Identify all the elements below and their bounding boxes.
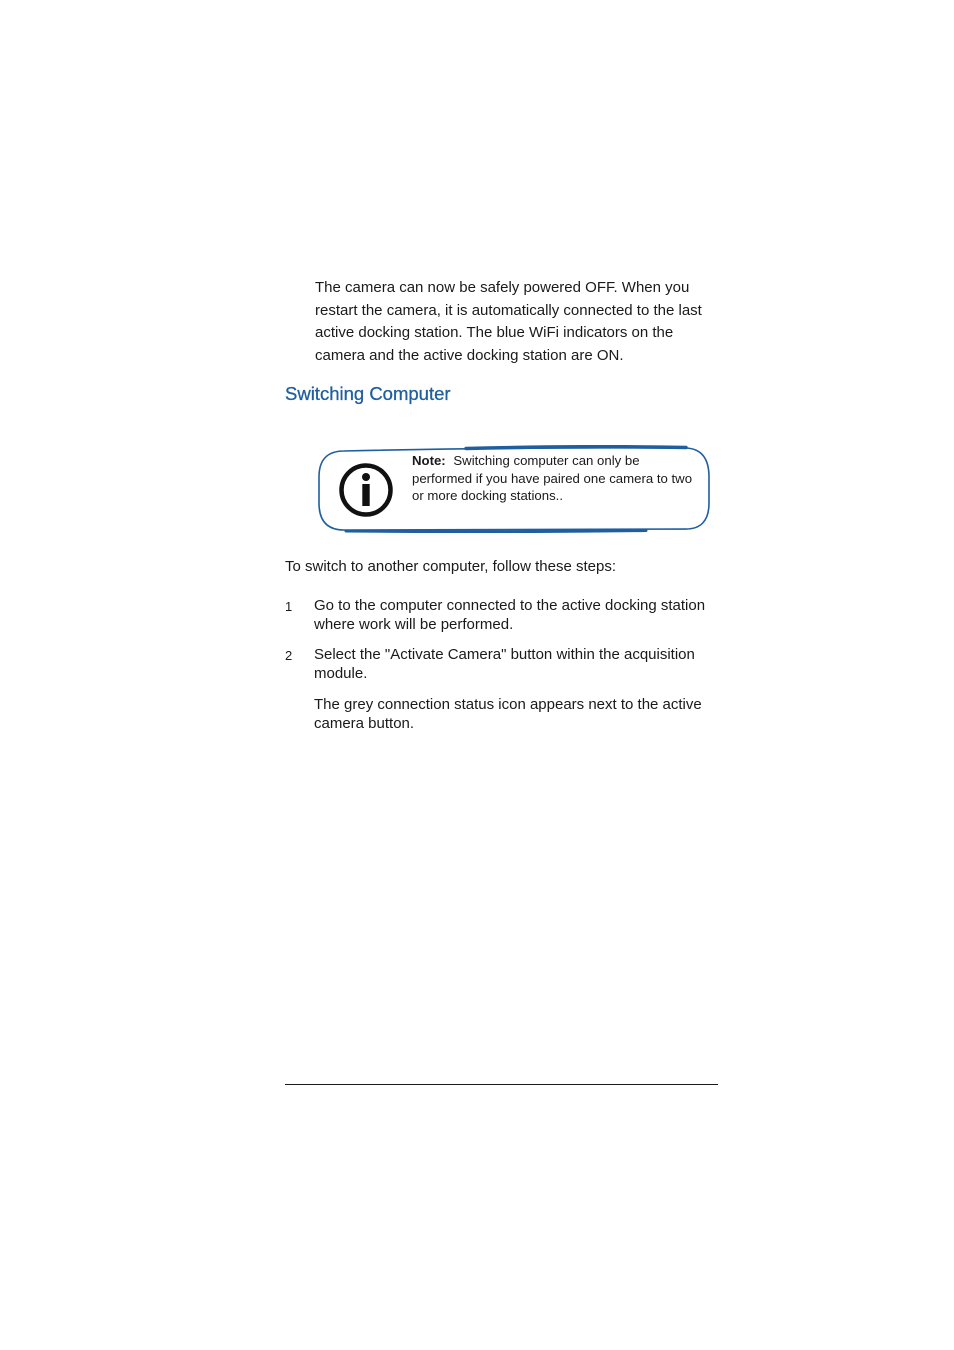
intro-paragraph: The camera can now be safely powered OFF. When you restart the camera, it is automatically connected to the last active docking station. The blue WiFi indicators on the camera and the active docking station are ON. bbox=[315, 279, 702, 365]
step-text: Select the "Activate Camera" button within the acquisition module. bbox=[314, 646, 695, 682]
step-item bbox=[285, 597, 725, 634]
footer-rule bbox=[285, 1084, 718, 1085]
steps-list bbox=[285, 597, 725, 745]
step-number: 1 bbox=[285, 599, 293, 614]
step-result: The grey connection status icon appears next to the active camera button. bbox=[314, 696, 702, 732]
note-callout bbox=[316, 445, 711, 533]
note-text bbox=[412, 452, 697, 505]
note-label: Note: bbox=[412, 453, 446, 468]
step-number: 2 bbox=[285, 648, 293, 663]
step-text: Go to the computer connected to the active docking station where work will be performed. bbox=[314, 597, 706, 633]
step-item bbox=[285, 646, 725, 733]
note-body: Switching computer can only be performed if you have paired one camera to two or more docking stations.. bbox=[412, 453, 693, 504]
section-heading: Switching Computer bbox=[285, 383, 451, 404]
steps-lead-in: To switch to another computer, follow these steps: bbox=[285, 558, 617, 575]
info-icon bbox=[338, 462, 394, 518]
